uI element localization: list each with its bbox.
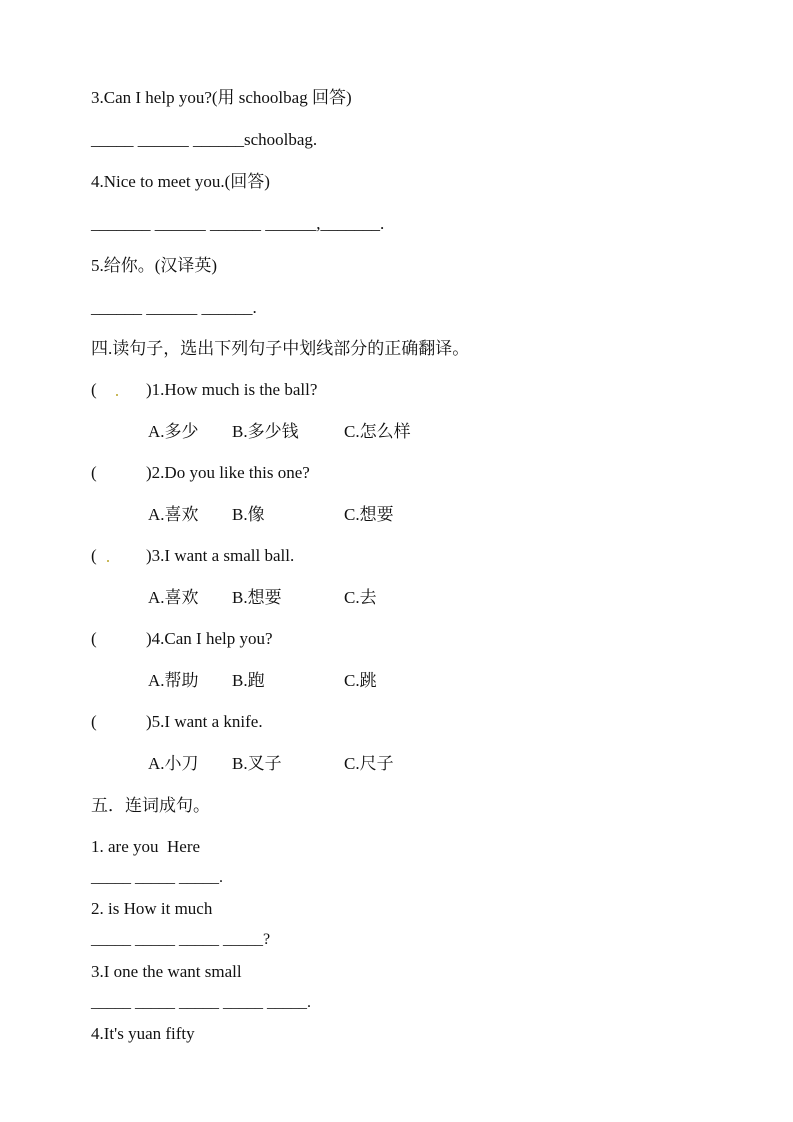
mc-question-3: )3.I want a small ball.: [146, 546, 295, 565]
option-1b: B.多少钱: [232, 422, 299, 441]
answer-paren-3[interactable]: (: [91, 546, 97, 565]
scramble-words-2: 2. is How it much: [91, 899, 213, 918]
option-3b: B.想要: [232, 588, 282, 607]
option-2b: B.像: [232, 505, 265, 524]
answer-blank-5[interactable]: ______ ______ ______.: [91, 298, 257, 317]
answer-paren-1[interactable]: (: [91, 380, 97, 399]
question-4: 4.Nice to meet you.(回答): [91, 172, 270, 191]
question-3: 3.Can I help you?(用 schoolbag 回答): [91, 88, 352, 107]
option-2c: C.想要: [344, 505, 394, 524]
scramble-words-3: 3.I one the want small: [91, 962, 242, 981]
option-5a: A.小刀: [148, 754, 199, 773]
scramble-blanks-3[interactable]: _____ _____ _____ _____ _____.: [91, 994, 311, 1011]
scan-dot: [107, 560, 109, 562]
mc-question-1: )1.How much is the ball?: [146, 380, 318, 399]
option-5b: B.叉子: [232, 754, 282, 773]
answer-paren-2[interactable]: (: [91, 463, 97, 482]
option-5c: C.尺子: [344, 754, 394, 773]
answer-blank-4[interactable]: _______ ______ ______ ______,_______.: [91, 214, 385, 233]
option-4b: B.跑: [232, 671, 265, 690]
option-1a: A.多少: [148, 422, 199, 441]
scramble-blanks-1[interactable]: _____ _____ _____.: [91, 869, 223, 886]
mc-question-2: )2.Do you like this one?: [146, 463, 310, 482]
option-1c: C.怎么样: [344, 422, 411, 441]
scramble-blanks-2[interactable]: _____ _____ _____ _____?: [91, 931, 271, 948]
section-4-title: 四.读句子，选出下列句子中划线部分的正确翻译。: [91, 339, 470, 358]
scramble-words-1: 1. are you Here: [91, 837, 201, 856]
question-5: 5.给你。(汉译英): [91, 256, 218, 275]
option-3a: A.喜欢: [148, 588, 199, 607]
answer-paren-5[interactable]: (: [91, 712, 97, 731]
option-2a: A.喜欢: [148, 505, 199, 524]
section-5-title: 五．连词成句。: [91, 796, 210, 815]
option-4a: A.帮助: [148, 671, 199, 690]
mc-question-4: )4.Can I help you?: [146, 629, 273, 648]
option-3c: C.去: [344, 588, 377, 607]
answer-blank-3[interactable]: _____ ______ ______schoolbag.: [91, 130, 318, 149]
answer-paren-4[interactable]: (: [91, 629, 97, 648]
mc-question-5: )5.I want a knife.: [146, 712, 263, 731]
scan-dot: [116, 394, 118, 396]
option-4c: C.跳: [344, 671, 377, 690]
scramble-words-4: 4.It's yuan fifty: [91, 1024, 195, 1043]
